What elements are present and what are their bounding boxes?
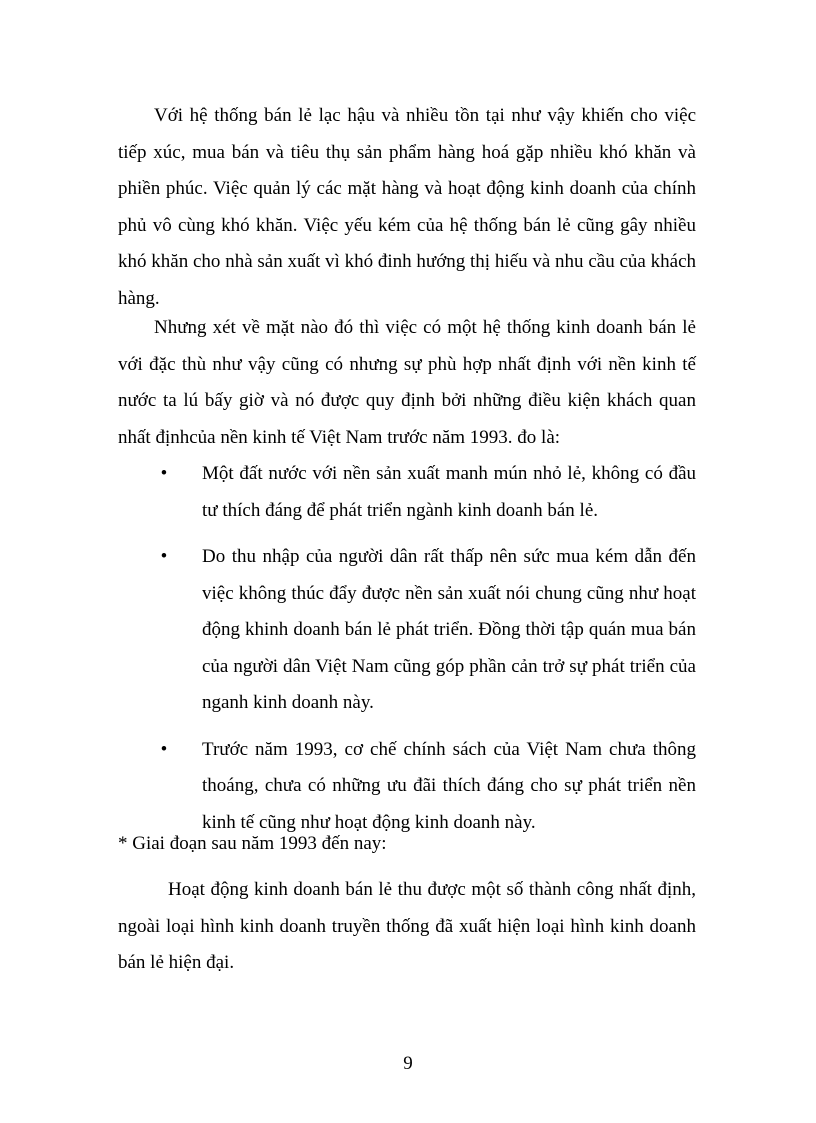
list-item-text: Một đất nước với nền sản xuất manh mún nhỏ lẻ, không có đầu tư thích đáng để phát triển ngành kinh doanh bán lẻ. [202,463,696,521]
list-item [118,539,696,722]
list-item-text: Do thu nhập của người dân rất thấp nên sức mua kém dẫn đến việc không thúc đẩy được nền sản xuất nói chung cũng như hoạt động khinh doanh bán lẻ phát triển. Đồng thời tập quán mua bán của người dân Việt Nam cũng góp phần cản trở sự phát triển của nganh kinh doanh này. [202,546,696,713]
page-number: 9 [403,1053,413,1074]
bullet-list [118,456,696,851]
bullet-marker: • [160,546,168,567]
bullet-marker: • [160,738,168,760]
section-heading: * Giai đoạn sau năm 1993 đến nay: [118,833,387,854]
paragraph-after-1993: Hoạt động kinh doanh bán lẻ thu được một số thành công nhất định, ngoài loại hình kinh doanh truyền thống đã xuất hiện loại hình kinh doanh bán lẻ hiện đại. [118,879,696,973]
paragraph-retail-system-suitability: Nhưng xét về mặt nào đó thì việc có một hệ thống kinh doanh bán lẻ với đặc thù như vậy cũng có nhưng sự phù hợp nhất định với nền kinh tế nước ta lú bấy giờ và nó được quy định bởi những điều kiện khách quan nhất địnhcủa nền kinh tế Việt Nam trước năm 1993. đo là: [118,317,696,448]
paragraph-retail-system-issues: Với hệ thống bán lẻ lạc hậu và nhiều tồn tại như vậy khiến cho việc tiếp xúc, mua bán và tiêu thụ sản phẩm hàng hoá gặp nhiều khó khăn và phiền phúc. Việc quản lý các mặt hàng và hoạt động kinh doanh của chính phủ vô cùng khó khăn. Việc yếu kém của hệ thống bán lẻ cũng gây nhiều khó khăn cho nhà sản xuất vì khó đinh hướng thị hiếu và nhu cầu của khách hàng. [118,105,696,309]
bullet-marker: • [160,463,168,484]
list-item [118,732,696,842]
list-item-text: Trước năm 1993, cơ chế chính sách của Việt Nam chưa thông thoáng, chưa có những ưu đãi thích đáng cho sự phát triển nền kinh tế cũng như hoạt động kinh doanh này. [202,738,696,833]
list-item [118,456,696,529]
